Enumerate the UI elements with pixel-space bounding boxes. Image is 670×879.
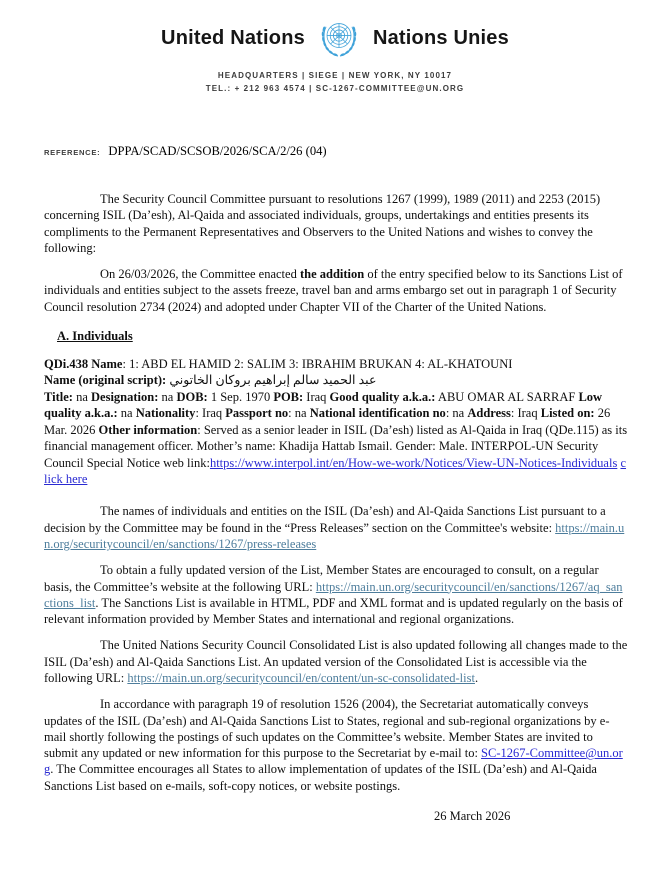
field-label-text: Designation: <box>91 389 159 404</box>
body-text: na <box>117 406 136 421</box>
entry-details-line <box>44 389 628 487</box>
body-text: : 1: ABD EL HAMID 2: SALIM 3: IBRAHIM BRUKAN 4: AL-KHATOUNI <box>122 357 513 372</box>
body-text: . <box>474 671 479 685</box>
contact-line: TEL.: + 212 963 4574 | SC-1267-COMMITTEE@UN.ORG <box>205 84 465 93</box>
body-text: On 26/03/2026, the Committee enacted <box>100 267 300 282</box>
field-label-text: Low quality a.k.a.: <box>44 389 603 421</box>
paragraph-secretariat-updates <box>44 696 628 794</box>
letterhead-contact <box>0 69 670 95</box>
field-label-text: QDi.438 Name <box>44 357 123 372</box>
field-label-text: the addition <box>299 267 365 282</box>
sanctions-entry <box>44 356 628 487</box>
field-label-text: Passport no <box>225 406 289 421</box>
field-label-text: National identification no <box>309 406 446 421</box>
body-text: : Iraq <box>195 406 226 421</box>
field-label-text: Good quality a.k.a.: <box>329 389 436 404</box>
reference-line <box>44 142 670 160</box>
body-text: 1 Sep. 1970 <box>207 389 274 404</box>
body-text: na <box>72 389 91 404</box>
field-label-text: Name (original script): <box>44 373 167 388</box>
letterhead <box>0 0 670 60</box>
reference-label: REFERENCE: <box>44 148 101 157</box>
field-label-text: POB: <box>273 389 304 404</box>
paragraph-consolidated-list <box>44 637 628 686</box>
section-heading-individuals: A. Individuals <box>57 329 133 344</box>
body-text: of the entry specified below to its Sanctions List of individuals and entities subject to the assets freeze, travel ban and arms embargo set out in paragraph 1 of Security Council resolution 2734 (2024) and adopted under Chapter VII of the Charter of the United Nations. <box>44 267 623 314</box>
body-text: Iraq <box>303 389 330 404</box>
body-text: . The Committee encourages all States to allow implementation of updates of the ISIL (Da’esh) and Al-Qaida Sanctions List based on e-mails, soft-copy notices, or website postings. <box>44 762 597 793</box>
body-text: . The Sanctions List is available in HTML, PDF and XML format and is updated regularly on the basis of relevant information provided by Member States and international and regional organizations. <box>44 595 623 627</box>
body-text: The names of individuals and entities on the ISIL (Da’esh) and Al-Qaida Sanctions List pursuant to a decision by the Committee may be found in the “Press Releases” section on the Committee's website: <box>44 504 606 535</box>
paragraph-intro <box>44 191 628 256</box>
header-title-en: United Nations <box>161 26 305 49</box>
paragraph-addition-notice <box>44 266 628 315</box>
body-text: The Security Council Committee pursuant to resolutions 1267 (1999), 1989 (2011) and 2253 (2015) concerning ISIL (Da’esh), Al-Qaida and associated individuals, groups, undertakings and entities presents its compliments to the Permanent Representatives and Observers to the United Nations and wishes to convey the following: <box>44 192 601 255</box>
field-label-text: Address <box>467 406 511 421</box>
body-text: : Served as a senior leader in ISIL (Da’esh) listed as Al-Qaida in Iraq (QDe.115) as its financial management officer. Mother’s name: Khadija Hattab Ismail. Gender: Male. INTERPOL-UN Security Council Special Notice web link: <box>44 422 628 470</box>
body-text: na <box>158 389 177 404</box>
hyperlink[interactable]: SC-1267-Committee@un.org <box>44 746 623 777</box>
address-line: HEADQUARTERS | SIEGE | NEW YORK, NY 10017 <box>217 71 453 80</box>
body-text: To obtain a fully updated version of the List, Member States are encouraged to consult, on a regular basis, the Committee’s website at the following URL: <box>44 563 599 594</box>
hyperlink[interactable]: https://main.un.org/securitycouncil/en/sanctions/1267/press-releases <box>44 520 625 551</box>
un-emblem-icon <box>314 16 364 60</box>
document-date: 26 March 2026 <box>434 809 511 824</box>
body-text: ABU OMAR AL SARRAF <box>435 389 579 404</box>
body-text: : na <box>445 406 468 421</box>
body-text: : na <box>288 406 310 421</box>
arabic-name-text: عبد الحميد سالم إبراهيم بروكان الخاتوني <box>169 373 377 388</box>
field-label-text: Listed on: <box>540 406 595 421</box>
body-text: : Iraq <box>510 406 541 421</box>
hyperlink[interactable]: https://main.un.org/securitycouncil/en/content/un-sc-consolidated-list <box>127 671 475 685</box>
field-label-text: Nationality <box>135 406 196 421</box>
header-title-fr: Nations Unies <box>372 26 509 49</box>
field-label-text: Title: <box>44 389 73 404</box>
hyperlink[interactable]: https://main.un.org/securitycouncil/en/sanctions/1267/aq_sanctions_list <box>44 579 623 610</box>
paragraph-press-releases <box>44 503 628 552</box>
field-label-text: DOB: <box>176 389 208 404</box>
reference-value: DPPA/SCAD/SCSOB/2026/SCA/2/26 (04) <box>108 144 327 158</box>
entry-name-line <box>44 356 628 372</box>
body-text: The United Nations Security Council Consolidated List is also updated following all changes made to the ISIL (Da’esh) and Al-Qaida Sanctions List. An updated version of the Consolidated List is accessible via the following URL: <box>44 638 628 685</box>
hyperlink[interactable]: https://www.interpol.int/en/How-we-work/Notices/View-UN-Notices-Individuals <box>209 455 618 470</box>
field-label-text: Other information <box>98 422 198 437</box>
paragraph-updated-list <box>44 562 628 627</box>
entry-original-script-line <box>44 372 628 388</box>
body-text: In accordance with paragraph 19 of resolution 1526 (2004), the Secretariat automatically conveys updates of the ISIL (Da’esh) and Al-Qaida Sanctions List to States, regional and sub-regional organizations by e-mail shortly following the postings of such updates on the Committee’s website. Member States are invited to submit any updated or new information for this purpose to the Secretariat by e-mail to: <box>44 697 610 761</box>
body-text: 26 Mar. 2026 <box>44 406 611 437</box>
document-body <box>0 191 670 824</box>
hyperlink[interactable]: click here <box>44 455 627 486</box>
